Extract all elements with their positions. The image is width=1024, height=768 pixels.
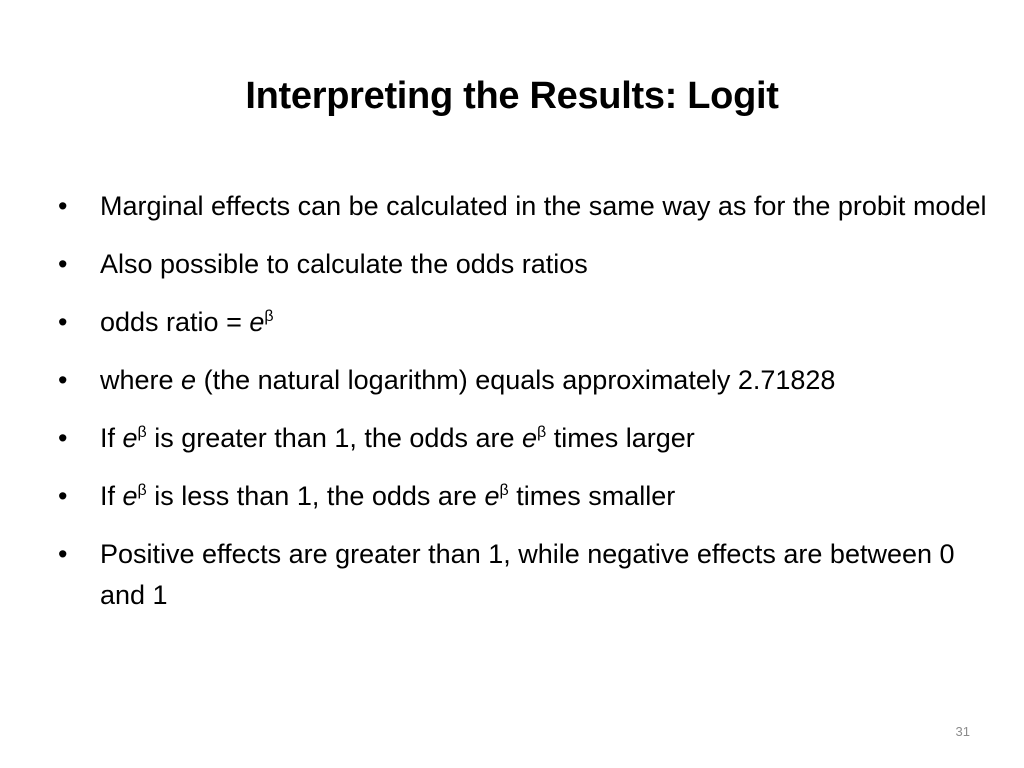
math-e: e	[122, 481, 138, 511]
bullet-text	[100, 481, 675, 511]
bullet-dot-icon: •	[58, 191, 68, 221]
text-segment: times larger	[546, 423, 695, 453]
bullet-text: Positive effects are greater than 1, while negative effects are between 0 and 1	[100, 539, 955, 610]
bullet-item-e-definition	[58, 360, 988, 401]
bullet-text	[100, 423, 695, 453]
text-segment: is less than 1, the odds are	[146, 481, 485, 511]
bullet-dot-icon: •	[58, 481, 68, 511]
bullet-list	[58, 186, 988, 633]
math-e: e	[249, 307, 265, 337]
bullet-text	[100, 365, 835, 395]
text-segment: is greater than 1, the odds are	[146, 423, 522, 453]
bullet-dot-icon: •	[58, 249, 68, 279]
slide-title: Interpreting the Results: Logit	[245, 75, 779, 117]
math-beta-superscript: β	[499, 482, 509, 499]
math-beta-superscript: β	[137, 424, 147, 441]
math-e: e	[521, 423, 538, 453]
math-beta-superscript: β	[264, 308, 274, 325]
bullet-item-less-than-one	[58, 476, 988, 517]
text-segment: If	[100, 423, 123, 453]
bullet-dot-icon: •	[58, 423, 68, 453]
text-segment: (the natural logarithm) equals approximately 2.71828	[196, 365, 836, 395]
bullet-text: Marginal effects can be calculated in the same way as for the probit model	[100, 191, 987, 221]
text-segment: odds ratio =	[100, 307, 250, 337]
math-e: e	[484, 481, 500, 511]
page-number: 31	[955, 724, 970, 739]
bullet-item-odds-ratio-formula	[58, 302, 988, 343]
math-e: e	[122, 423, 138, 453]
bullet-dot-icon: •	[58, 365, 68, 395]
bullet-item-odds-ratios	[58, 244, 988, 285]
math-beta-superscript: β	[137, 482, 147, 499]
bullet-dot-icon: •	[58, 307, 68, 337]
math-beta-superscript: β	[537, 424, 547, 441]
bullet-text	[100, 307, 274, 337]
text-segment: where	[100, 365, 182, 395]
text-segment: times smaller	[508, 481, 676, 511]
bullet-item-greater-than-one	[58, 418, 988, 459]
bullet-item-marginal-effects	[58, 186, 988, 227]
bullet-text: Also possible to calculate the odds ratios	[100, 249, 588, 279]
bullet-item-positive-negative	[58, 534, 988, 616]
bullet-dot-icon: •	[58, 539, 68, 569]
math-e: e	[181, 365, 197, 395]
text-segment: If	[100, 481, 123, 511]
